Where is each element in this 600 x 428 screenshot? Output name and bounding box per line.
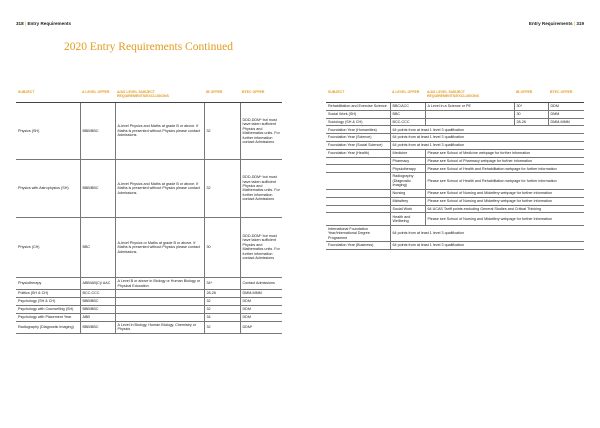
cell-a-level: BCC-CCC	[390, 118, 425, 126]
entry-requirements-table-right	[326, 88, 584, 250]
cell-btec: DMM	[548, 110, 584, 118]
cell-subject: Physiotherapy	[16, 278, 80, 290]
table-row	[326, 197, 584, 205]
cell-requirements	[425, 118, 514, 126]
cell-a-level: BBC	[80, 217, 115, 277]
cell-btec: DDM	[240, 298, 282, 306]
table-header-row	[326, 88, 584, 102]
table-row	[16, 298, 282, 306]
cell-ib: 32	[204, 321, 240, 333]
cell-note: 64 points from at least 1 level 3 qualification	[390, 126, 584, 134]
table-row	[16, 313, 282, 321]
cell-ib: 30*	[514, 102, 548, 110]
col-requirements: A/AS LEVEL SUBJECT REQUIREMENTS/EXCLUSIONS	[115, 88, 204, 102]
cell-subsubject: Health and Wellbeing	[390, 213, 425, 225]
cell-subject: Foundation Year (Social Science)	[326, 141, 390, 149]
table-row	[16, 102, 282, 159]
cell-subject-empty	[326, 157, 390, 165]
cell-subject: Psychology (SH & CH)	[16, 298, 80, 306]
table-row	[326, 213, 584, 225]
cell-note: 64 points from at least 1 level 3 qualification	[390, 225, 584, 242]
table-row	[326, 189, 584, 197]
table-row	[16, 278, 282, 290]
table-row	[326, 149, 584, 157]
cell-subsubject: Midwifery	[390, 197, 425, 205]
cell-subject-empty	[326, 197, 390, 205]
cell-subject: Politics (SH & CH)	[16, 290, 80, 298]
cell-subsubject: Pharmacy	[390, 157, 425, 165]
cell-note: 64 points from at least 1 level 3 qualification	[390, 134, 584, 142]
header-separator: |	[573, 21, 576, 26]
cell-ib: 32	[204, 305, 240, 313]
cell-btec: DDM	[240, 305, 282, 313]
page-number: 318	[16, 21, 24, 26]
cell-btec: DDM*	[240, 321, 282, 333]
cell-requirements	[115, 298, 204, 306]
running-title: Entry Requirements	[27, 21, 72, 26]
cell-requirements: A-level Physics or Maths at grade B or above. If Maths is presented without Physics please contact Admissions.	[115, 217, 204, 277]
right-page-header	[529, 21, 584, 26]
cell-subject: Foundation Year (Business)	[326, 242, 390, 250]
page-title: 2020 Entry Requirements Continued	[64, 41, 233, 53]
cell-btec: DDM	[240, 313, 282, 321]
table-row	[326, 134, 584, 142]
col-btec: BTEC OFFER	[240, 88, 282, 102]
table-row	[326, 126, 584, 134]
cell-note: 64 points from at least 1 level 3 qualification	[390, 141, 584, 149]
cell-subject: Psychology with Placement Year	[16, 313, 80, 321]
table-row	[16, 160, 282, 217]
table-row	[326, 205, 584, 213]
cell-btec: DMM-MMM	[240, 290, 282, 298]
cell-a-level: BBB/BBC	[80, 160, 115, 217]
cell-a-level: BBB/BBC	[80, 298, 115, 306]
cell-subject: Physics (SH)	[16, 102, 80, 159]
table-row	[326, 110, 584, 118]
cell-ib: 32	[204, 298, 240, 306]
cell-subject: Foundation Year (Health)	[326, 149, 390, 157]
cell-a-level: BBC	[390, 110, 425, 118]
cell-subject: Social Work (SH)	[326, 110, 390, 118]
cell-subsubject: Physiotherapy	[390, 165, 425, 173]
cell-subject: Rehabilitation and Exercise Science	[326, 102, 390, 110]
cell-requirements	[115, 313, 204, 321]
cell-a-level: BBB/BBC	[80, 321, 115, 333]
cell-a-level: ABB	[80, 313, 115, 321]
table-row	[326, 242, 584, 250]
col-requirements: A/AS LEVEL SUBJECT REQUIREMENTS/EXCLUSIONS	[425, 88, 514, 102]
cell-requirements	[425, 110, 514, 118]
cell-subject-empty	[326, 189, 390, 197]
cell-note: Please see School of Medicine webpage for further information	[425, 149, 584, 157]
cell-a-level: BBB/BBC	[80, 102, 115, 159]
cell-requirements: A-level Physics and Maths at grade B or above. If Maths is presented without Physics please contact Admissions.	[115, 160, 204, 217]
cell-subject-empty	[326, 165, 390, 173]
running-title: Entry Requirements	[528, 21, 573, 26]
cell-subject: Physics (CH)	[16, 217, 80, 277]
cell-requirements	[115, 305, 204, 313]
cell-note: Please see School of Health and Rehabilitation webpage for further information	[425, 173, 584, 190]
cell-btec: DDD-DDM* but must have taken sufficient Physics and Mathematics units. For further information contact Admissions	[240, 217, 282, 277]
cell-ib: 28-26	[204, 290, 240, 298]
table-row	[326, 173, 584, 190]
cell-ib: 32	[204, 160, 240, 217]
cell-a-level: ABB/AB(C)/ AAC	[80, 278, 115, 290]
cell-ib: 34*	[204, 278, 240, 290]
entry-requirements-table-left	[16, 88, 282, 334]
cell-btec: Contact Admissions	[240, 278, 282, 290]
cell-requirements: A Level in a Science or PE	[425, 102, 514, 110]
cell-subject: Foundation Year (Humanities)	[326, 126, 390, 134]
col-ib: IB OFFER	[514, 88, 548, 102]
cell-subsubject: Nursing	[390, 189, 425, 197]
cell-requirements: A Level B or above in Biology or Human Biology or Physical Education	[115, 278, 204, 290]
cell-note: Please see School of Pharmacy webpage for further information	[425, 157, 584, 165]
cell-btec: DMM-MMM	[548, 118, 584, 126]
cell-requirements: A-level Physics and Maths at grade B or above. If Maths is presented without Physics please contact Admissions.	[115, 102, 204, 159]
table-row	[326, 225, 584, 242]
col-ib: IB OFFER	[204, 88, 240, 102]
cell-subject: Psychology with Counselling (SH)	[16, 305, 80, 313]
table-row	[326, 102, 584, 110]
cell-note: Please see School of Nursing and Midwifery webpage for further information	[425, 213, 584, 225]
table-row	[326, 118, 584, 126]
cell-ib: 34	[204, 313, 240, 321]
cell-subject: Foundation Year (Science)	[326, 134, 390, 142]
col-btec: BTEC OFFER	[548, 88, 584, 102]
col-a-level: A LEVEL OFFER	[390, 88, 425, 102]
table-row	[326, 165, 584, 173]
cell-subject: Sociology (SH & CH)	[326, 118, 390, 126]
cell-note: 64 UCAS Tariff points excluding General Studies and Critical Thinking	[425, 205, 584, 213]
cell-a-level: BBC/ACC	[390, 102, 425, 110]
cell-ib: 30	[204, 217, 240, 277]
col-subject: SUBJECT	[326, 88, 390, 102]
cell-subsubject: Radiography (Diagnostic Imaging)	[390, 173, 425, 190]
table-row	[16, 217, 282, 277]
cell-ib: 28-26	[514, 118, 548, 126]
col-subject: SUBJECT	[16, 88, 80, 102]
cell-subject-empty	[326, 205, 390, 213]
cell-note: Please see School of Health and Rehabilitation webpage for further information	[425, 165, 584, 173]
cell-subject: Radiography (Diagnostic Imaging)	[16, 321, 80, 333]
cell-requirements: A Level in Biology, Human Biology, Chemistry or Physics	[115, 321, 204, 333]
cell-subsubject: Medicine	[390, 149, 425, 157]
cell-note: Please see School of Nursing and Midwifery webpage for further information	[425, 197, 584, 205]
cell-requirements	[115, 290, 204, 298]
cell-subject-empty	[326, 173, 390, 190]
cell-a-level: BCC-CCC	[80, 290, 115, 298]
page-number: 319	[576, 21, 584, 26]
cell-a-level: BBB/BBC	[80, 305, 115, 313]
header-separator: |	[24, 21, 27, 26]
cell-note: Please see School of Nursing and Midwifery webpage for further information	[425, 189, 584, 197]
cell-ib: 32	[204, 102, 240, 159]
table-row	[326, 141, 584, 149]
cell-subsubject: Social Work	[390, 205, 425, 213]
cell-btec: DDD-DDM* but must have taken sufficient Physics and Mathematics units. For further information contact Admissions	[240, 160, 282, 217]
cell-subject-empty	[326, 213, 390, 225]
cell-note: 64 points from at least 1 level 3 qualification	[390, 242, 584, 250]
cell-subject: Physics with Astrophysics (SH)	[16, 160, 80, 217]
table-row	[326, 157, 584, 165]
left-page-header	[16, 21, 71, 26]
cell-btec: DDD-DDM* but must have taken sufficient Physics and Mathematics units. For further information contact Admissions	[240, 102, 282, 159]
cell-btec: DDM	[548, 102, 584, 110]
col-a-level: A LEVEL OFFER	[80, 88, 115, 102]
table-header-row	[16, 88, 282, 102]
table-row	[16, 305, 282, 313]
cell-ib: 30	[514, 110, 548, 118]
cell-subject: International Foundation Year/International Degree Programme	[326, 225, 390, 242]
table-row	[16, 290, 282, 298]
table-row	[16, 321, 282, 333]
